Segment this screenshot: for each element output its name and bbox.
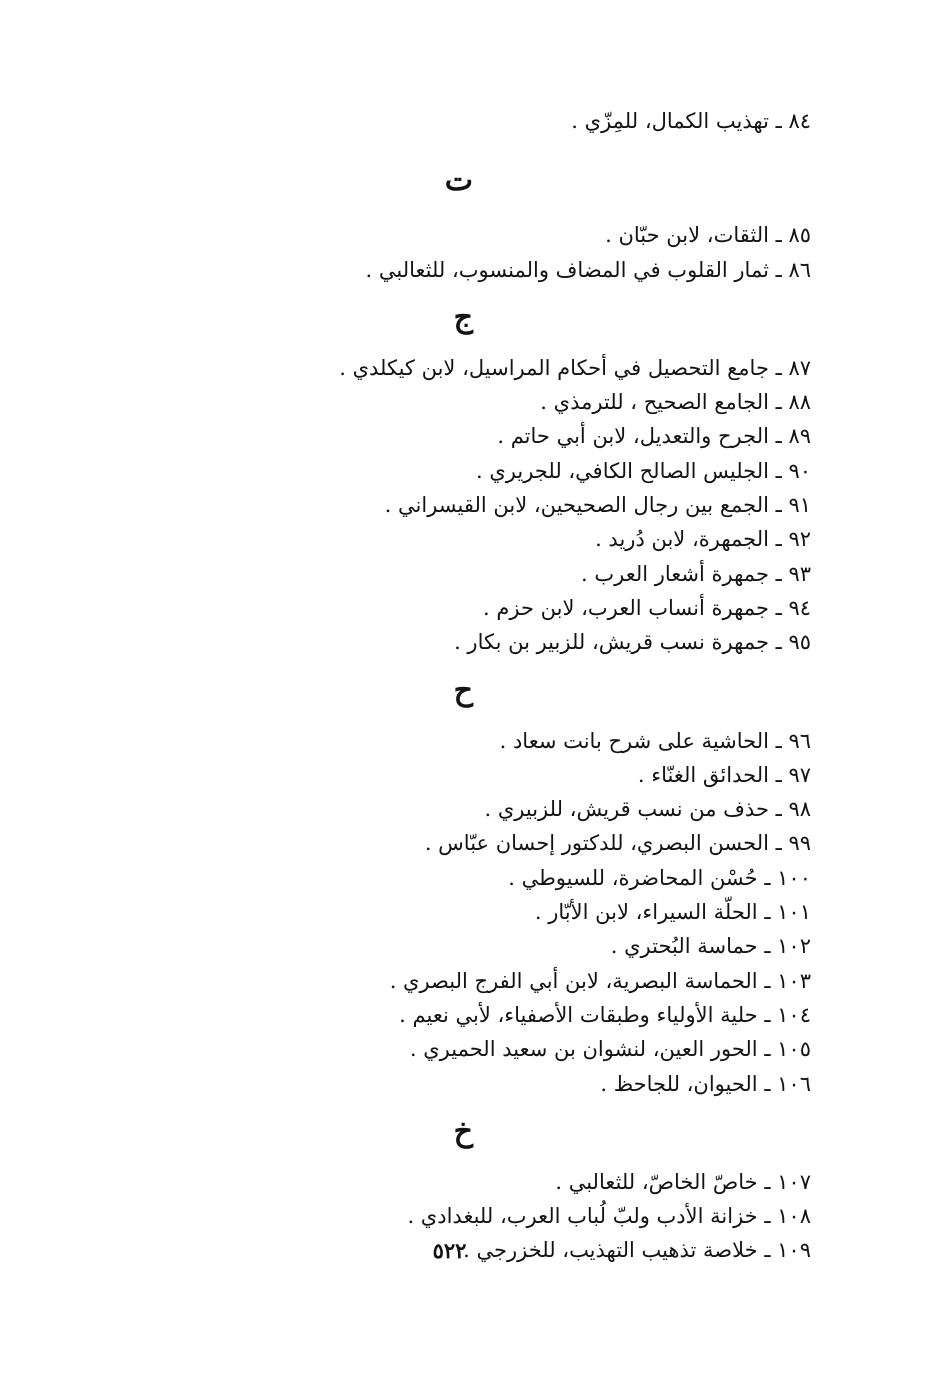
bibliography-entry: ١٠٤ ـ حلية الأولياء وطبقات الأصفياء، لأبي نعيم . <box>399 1002 811 1027</box>
bibliography-entry: ٨٩ ـ الجرح والتعديل، لابن أبي حاتم . <box>497 424 811 449</box>
bibliography-entry: ٩٢ ـ الجمهرة، لابن دُريد . <box>595 527 811 552</box>
bibliography-entry: ٩٠ ـ الجليس الصالح الكافي، للجريري . <box>476 458 811 483</box>
bibliography-entry: ١٠٦ ـ الحيوان، للجاحظ . <box>600 1071 811 1096</box>
bibliography-entry: ٨٦ ـ ثمار القلوب في المضاف والمنسوب، للثعالبي . <box>365 257 811 282</box>
bibliography-list <box>251 104 811 1268</box>
bibliography-entry: ٨٨ ـ الجامع الصحيح ، للترمذي . <box>540 390 811 415</box>
bibliography-entry: ٩٦ ـ الحاشية على شرح بانت سعاد . <box>499 728 811 753</box>
bibliography-entry: ٩٨ ـ حذف من نسب قريش، للزبيري . <box>484 797 811 822</box>
bibliography-entry: ١٠٥ ـ الحور العين، لنشوان بن سعيد الحميري . <box>409 1037 811 1062</box>
bibliography-entry: ١٠٨ ـ خزانة الأدب ولبّ لُباب العرب، للبغدادي . <box>407 1204 811 1229</box>
bibliography-entry: ٩١ ـ الجمع بين رجال الصحيحين، لابن القيسراني . <box>384 493 811 518</box>
bibliography-entry: ١٠٧ ـ خاصّ الخاصّ، للثعالبي . <box>555 1169 811 1194</box>
bibliography-entry: ١٠١ ـ الحلّة السيراء، لابن الأبّار . <box>534 900 811 925</box>
bibliography-entry: ١٠٢ ـ حماسة البُحتري . <box>610 934 811 959</box>
bibliography-entry: ٩٤ ـ جمهرة أنساب العرب، لابن حزم . <box>483 595 811 620</box>
section-letter-heading: ح <box>453 672 473 708</box>
bibliography-entry: ٩٣ ـ جمهرة أشعار العرب . <box>581 561 811 586</box>
bibliography-entry: ١٠٩ ـ خلاصة تذهيب التهذيب، للخزرجي . <box>463 1238 811 1263</box>
page-number-text: ٥٢٢ <box>432 1238 467 1263</box>
page-number <box>0 1238 943 1263</box>
bibliography-entry: ٨٥ ـ الثقات، لابن حبّان . <box>605 223 811 248</box>
section-letter-heading: ت <box>444 163 473 199</box>
bibliography-entry: ٩٩ ـ الحسن البصري، للدكتور إحسان عبّاس . <box>424 831 811 856</box>
bibliography-entry: ١٠٠ ـ حُسْن المحاضرة، للسيوطي . <box>508 865 811 890</box>
bibliography-entry: ٨٤ ـ تهذيب الكمال، للمِزّي . <box>571 109 811 133</box>
bibliography-entry: ٩٥ ـ جمهرة نسب قريش، للزبير بن بكار . <box>454 630 811 655</box>
section-letter-heading: خ <box>453 1113 473 1149</box>
bibliography-entry: ١٠٣ ـ الحماسة البصرية، لابن أبي الفرج البصري . <box>389 968 811 993</box>
section-letter-heading: ج <box>453 299 473 335</box>
bibliography-entry: ٨٧ ـ جامع التحصيل في أحكام المراسيل، لابن كيكلدي . <box>339 355 811 380</box>
bibliography-entry: ٩٧ ـ الحدائق الغنّاء . <box>637 762 811 787</box>
